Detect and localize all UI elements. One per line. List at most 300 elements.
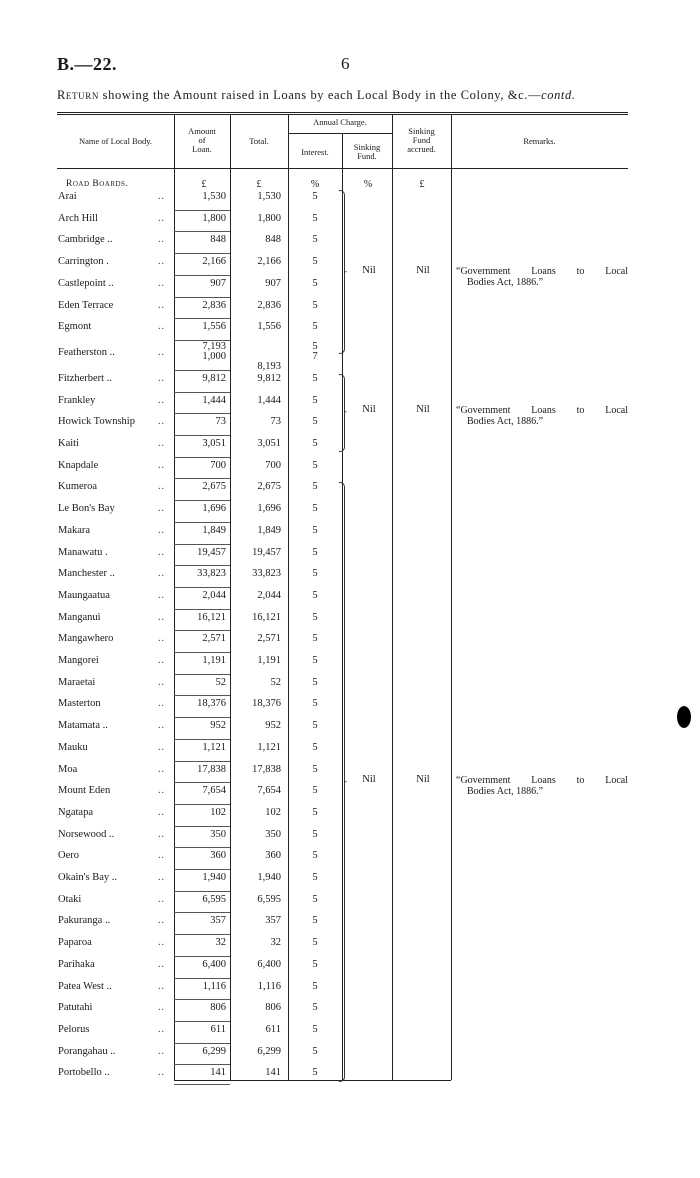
row-name: Mangawhero bbox=[58, 633, 114, 645]
unit-interest: % bbox=[310, 179, 320, 190]
row-amount: 2,675 bbox=[202, 481, 226, 493]
row-leader: .. bbox=[158, 720, 165, 732]
row-interest: 5 bbox=[312, 763, 318, 775]
row-amount: 141 bbox=[210, 1067, 226, 1079]
row-amount: 2,044 bbox=[202, 589, 226, 601]
header-name: Name of Local Body. bbox=[78, 136, 153, 146]
row-leader: .. bbox=[158, 524, 165, 536]
row-total: 1,530 bbox=[257, 191, 281, 202]
row-amount: 7,193 bbox=[202, 340, 226, 352]
row-leader: .. bbox=[158, 893, 165, 905]
row-amount-rule bbox=[174, 231, 230, 232]
row-interest: 5 bbox=[312, 212, 318, 224]
row-total: 611 bbox=[265, 1023, 281, 1035]
row-total: 17,838 bbox=[252, 763, 281, 775]
row-leader: .. bbox=[158, 1002, 165, 1014]
row-amount: 1,530 bbox=[202, 191, 226, 202]
row-amount: 1,444 bbox=[202, 394, 226, 406]
row-amount: 952 bbox=[210, 720, 226, 732]
row-leader: .. bbox=[158, 346, 165, 358]
row-leader: .. bbox=[158, 676, 165, 688]
row-amount-rule bbox=[174, 826, 230, 827]
row-leader: .. bbox=[158, 1023, 165, 1035]
row-name: Kaiti bbox=[58, 438, 79, 449]
header-total: Total. bbox=[249, 136, 269, 146]
col-rule-5 bbox=[392, 114, 393, 1080]
ink-blot bbox=[677, 706, 691, 728]
header-amount-2: of bbox=[198, 135, 206, 145]
row-name: Maraetai bbox=[58, 676, 96, 688]
row-amount-rule bbox=[174, 210, 230, 211]
row-leader: .. bbox=[158, 785, 165, 797]
row-amount-rule bbox=[174, 891, 230, 892]
row-total: 806 bbox=[265, 1002, 281, 1014]
table-top-rule-2 bbox=[57, 114, 628, 115]
row-amount: 907 bbox=[210, 277, 226, 289]
row-total: 350 bbox=[265, 828, 281, 840]
row-interest: 5 bbox=[312, 191, 318, 202]
row-name: Mangorei bbox=[58, 655, 99, 666]
row-name: Manganui bbox=[58, 611, 101, 623]
group-1-sinking: Nil bbox=[362, 265, 376, 276]
row-amount-rule bbox=[174, 999, 230, 1000]
row-interest: 5 bbox=[312, 915, 318, 927]
row-name: Mount Eden bbox=[58, 785, 111, 797]
row-interest: 5 bbox=[312, 1002, 318, 1014]
row-amount: 1,849 bbox=[202, 524, 226, 536]
row-leader: .. bbox=[158, 980, 165, 992]
row-leader: .. bbox=[158, 234, 165, 246]
row-leader: .. bbox=[158, 937, 165, 949]
row-amount-rule bbox=[174, 1064, 230, 1065]
row-name: Maungaatua bbox=[58, 589, 110, 601]
row-name: Ngatapa bbox=[58, 806, 93, 818]
row-leader: .. bbox=[158, 872, 165, 883]
header-remarks: Remarks. bbox=[523, 136, 556, 146]
row-leader: .. bbox=[158, 850, 165, 862]
row-amount: 1,191 bbox=[202, 655, 226, 666]
row-amount-2: 1,000 bbox=[202, 350, 226, 362]
row-amount-rule bbox=[174, 912, 230, 913]
row-interest: 5 bbox=[312, 394, 318, 406]
row-name: Frankley bbox=[58, 394, 96, 406]
row-amount-rule bbox=[174, 370, 230, 371]
row-name: Fitzherbert .. bbox=[58, 372, 112, 384]
row-amount: 1,116 bbox=[202, 980, 226, 992]
row-total: 141 bbox=[265, 1067, 281, 1079]
row-leader: .. bbox=[158, 394, 165, 406]
row-name: Masterton bbox=[58, 698, 101, 710]
row-name: Pakuranga .. bbox=[58, 915, 111, 927]
row-amount: 6,299 bbox=[202, 1045, 226, 1057]
row-total: 1,849 bbox=[257, 524, 281, 536]
row-leader: .. bbox=[158, 438, 165, 449]
row-amount-rule bbox=[174, 934, 230, 935]
row-interest: 5 bbox=[312, 503, 318, 515]
col-rule-2 bbox=[230, 114, 231, 1080]
row-interest: 5 bbox=[312, 568, 318, 580]
group-2-accrued: Nil bbox=[416, 404, 430, 415]
row-total: 33,823 bbox=[252, 568, 281, 580]
unit-amount: £ bbox=[201, 179, 207, 190]
header-sinking bbox=[342, 143, 392, 161]
group-3-remark-line1: “Government Loans to Local bbox=[456, 775, 628, 786]
row-total: 2,044 bbox=[257, 589, 281, 601]
row-name: Eden Terrace bbox=[58, 299, 114, 311]
row-interest: 5 bbox=[312, 234, 318, 246]
row-amount-rule bbox=[174, 804, 230, 805]
row-name: Moa bbox=[58, 763, 78, 775]
table-bottom-rule bbox=[174, 1080, 451, 1081]
row-amount-rule bbox=[174, 652, 230, 653]
row-leader: .. bbox=[158, 459, 165, 471]
row-total: 16,121 bbox=[252, 611, 281, 623]
row-amount: 7,654 bbox=[202, 785, 226, 797]
row-name: Portobello .. bbox=[58, 1067, 110, 1079]
row-interest: 5 bbox=[312, 321, 318, 333]
row-amount-rule bbox=[174, 956, 230, 957]
row-name: Manawatu . bbox=[58, 546, 108, 558]
row-amount-rule bbox=[174, 392, 230, 393]
row-amount-rule bbox=[174, 435, 230, 436]
row-interest: 5 bbox=[312, 937, 318, 949]
group-2-remark-line2: Bodies Act, 1886.” bbox=[467, 416, 544, 427]
title-contd: contd. bbox=[541, 88, 576, 102]
row-leader: .. bbox=[158, 1067, 165, 1079]
page-number: 6 bbox=[341, 54, 350, 73]
row-total: 907 bbox=[265, 277, 281, 289]
row-amount-rule bbox=[174, 318, 230, 319]
row-amount-rule bbox=[174, 609, 230, 610]
row-total: 1,121 bbox=[257, 741, 281, 753]
group-1-remark bbox=[456, 266, 628, 288]
row-name: Manchester .. bbox=[58, 568, 115, 580]
row-name: Castlepoint .. bbox=[58, 277, 114, 289]
row-name: Otaki bbox=[58, 893, 82, 905]
row-leader: .. bbox=[158, 915, 165, 927]
row-amount-rule bbox=[174, 630, 230, 631]
row-amount-rule bbox=[174, 587, 230, 588]
row-total: 952 bbox=[265, 720, 281, 732]
row-total: 6,595 bbox=[257, 893, 281, 905]
row-interest: 5 bbox=[312, 611, 318, 623]
row-leader: .. bbox=[158, 416, 165, 428]
row-interest: 5 bbox=[312, 299, 318, 311]
header-sinking-2: Fund. bbox=[357, 151, 377, 161]
row-total: 1,800 bbox=[257, 212, 281, 224]
row-amount: 1,800 bbox=[202, 212, 226, 224]
row-leader: .. bbox=[158, 372, 165, 384]
row-total: 1,116 bbox=[257, 980, 281, 992]
row-interest: 5 bbox=[312, 1045, 318, 1057]
row-amount: 611 bbox=[210, 1023, 226, 1035]
row-total: 360 bbox=[265, 850, 281, 862]
row-name: Makara bbox=[58, 524, 91, 536]
row-amount-rule bbox=[174, 1043, 230, 1044]
row-amount: 1,940 bbox=[202, 872, 226, 883]
row-amount: 6,595 bbox=[202, 893, 226, 905]
row-amount: 19,457 bbox=[197, 546, 226, 558]
row-amount: 360 bbox=[210, 850, 226, 862]
row-amount: 6,400 bbox=[202, 958, 226, 970]
row-interest: 5 bbox=[312, 958, 318, 970]
row-total: 19,457 bbox=[252, 546, 281, 558]
unit-sinking: % bbox=[363, 179, 373, 190]
row-total: 2,675 bbox=[257, 481, 281, 493]
row-leader: .. bbox=[158, 568, 165, 580]
row-amount: 2,166 bbox=[202, 256, 226, 268]
row-interest: 5 bbox=[312, 850, 318, 862]
row-leader: .. bbox=[158, 741, 165, 753]
row-leader: .. bbox=[158, 277, 165, 289]
row-total: 6,400 bbox=[257, 958, 281, 970]
row-name: Featherston .. bbox=[58, 346, 115, 358]
row-amount: 52 bbox=[215, 676, 226, 688]
header-amount-3: Loan. bbox=[192, 144, 212, 154]
row-interest: 5 bbox=[312, 438, 318, 449]
row-leader: .. bbox=[158, 828, 165, 840]
row-name: Le Bon's Bay bbox=[58, 503, 115, 515]
row-name: Norsewood .. bbox=[58, 828, 115, 840]
row-name: Patutahi bbox=[58, 1002, 93, 1014]
table-top-rule bbox=[57, 112, 628, 113]
row-interest: 5 bbox=[312, 1067, 318, 1079]
row-amount-rule bbox=[174, 674, 230, 675]
header-amount bbox=[174, 127, 230, 154]
row-leader: .. bbox=[158, 698, 165, 710]
row-interest: 5 bbox=[312, 720, 318, 732]
row-name: Okain's Bay .. bbox=[58, 872, 118, 883]
row-amount-rule bbox=[174, 695, 230, 696]
row-interest: 5 bbox=[312, 256, 318, 268]
row-interest: 5 bbox=[312, 459, 318, 471]
header-sinking-accrued bbox=[392, 127, 451, 154]
row-amount-rule bbox=[174, 978, 230, 979]
row-total: 1,556 bbox=[257, 321, 281, 333]
row-amount: 33,823 bbox=[197, 568, 226, 580]
row-amount-rule bbox=[174, 544, 230, 545]
row-leader: .. bbox=[158, 546, 165, 558]
row-name: Oero bbox=[58, 850, 79, 862]
row-amount: 700 bbox=[210, 459, 226, 471]
row-interest: 5 bbox=[312, 872, 318, 883]
row-total: 1,940 bbox=[257, 872, 281, 883]
row-interest: 5 bbox=[312, 980, 318, 992]
row-amount-rule bbox=[174, 457, 230, 458]
row-interest: 5 bbox=[312, 655, 318, 666]
row-amount: 1,556 bbox=[202, 321, 226, 333]
row-leader: .. bbox=[158, 958, 165, 970]
title-caps: Return bbox=[57, 88, 99, 102]
row-interest: 5 bbox=[312, 277, 318, 289]
row-amount-rule bbox=[174, 275, 230, 276]
row-total: 1,191 bbox=[257, 655, 281, 666]
row-amount-rule bbox=[174, 782, 230, 783]
row-total: 700 bbox=[265, 459, 281, 471]
header-sinking-1: Sinking bbox=[353, 142, 381, 152]
row-name: Porangahau .. bbox=[58, 1045, 116, 1057]
row-interest-2: 7 bbox=[312, 350, 318, 362]
row-leader: .. bbox=[158, 763, 165, 775]
brace-tip-2: - bbox=[344, 406, 347, 416]
row-interest: 5 bbox=[312, 589, 318, 601]
row-interest: 5 bbox=[312, 893, 318, 905]
row-amount: 1,121 bbox=[202, 741, 226, 753]
row-interest: 5 bbox=[312, 828, 318, 840]
row-total: 73 bbox=[270, 416, 281, 428]
row-amount-rule bbox=[174, 869, 230, 870]
row-amount: 18,376 bbox=[197, 698, 226, 710]
row-interest: 5 bbox=[312, 785, 318, 797]
row-amount-rule bbox=[174, 1021, 230, 1022]
row-amount: 350 bbox=[210, 828, 226, 840]
row-leader: .. bbox=[158, 481, 165, 493]
page-identifier: B.—22. bbox=[57, 54, 118, 74]
row-name: Knapdale bbox=[58, 459, 99, 471]
col-rule-6 bbox=[451, 114, 452, 1080]
row-leader: .. bbox=[158, 321, 165, 333]
title-text: showing the Amount raised in Loans by each Local Body in the Colony, &c.— bbox=[98, 88, 542, 102]
row-total: 9,812 bbox=[257, 372, 281, 384]
brace-tip-3: - bbox=[344, 776, 347, 786]
row-leader: .. bbox=[158, 655, 165, 666]
header-accrued-3: accrued. bbox=[407, 144, 436, 154]
row-interest: 5 bbox=[312, 806, 318, 818]
row-interest: 5 bbox=[312, 372, 318, 384]
group-3-accrued: Nil bbox=[416, 774, 430, 785]
header-amount-1: Amount bbox=[188, 126, 216, 136]
row-amount: 73 bbox=[215, 416, 226, 428]
row-leader: .. bbox=[158, 503, 165, 515]
group-1-remark-line1: “Government Loans to Local bbox=[456, 266, 628, 277]
row-amount: 16,121 bbox=[197, 611, 226, 623]
row-total: 2,166 bbox=[257, 256, 281, 268]
row-amount: 17,838 bbox=[197, 763, 226, 775]
row-amount-rule bbox=[174, 717, 230, 718]
row-total: 2,571 bbox=[257, 633, 281, 645]
row-name: Pelorus bbox=[58, 1023, 90, 1035]
unit-total: £ bbox=[256, 179, 262, 190]
row-leader: .. bbox=[158, 212, 165, 224]
row-amount: 357 bbox=[210, 915, 226, 927]
row-leader: .. bbox=[158, 299, 165, 311]
annual-charge-rule bbox=[288, 133, 392, 134]
row-interest: 5 bbox=[312, 698, 318, 710]
row-total: 2,836 bbox=[257, 299, 281, 311]
group-2-remark bbox=[456, 405, 628, 427]
row-total: 52 bbox=[270, 676, 281, 688]
row-name: Patea West .. bbox=[58, 980, 112, 992]
row-name: Arai bbox=[58, 191, 77, 202]
group-1-accrued: Nil bbox=[416, 265, 430, 276]
row-name: Parihaka bbox=[58, 958, 95, 970]
header-annual-charge: Annual Charge. bbox=[313, 117, 367, 127]
header-accrued-1: Sinking bbox=[408, 126, 435, 136]
row-amount: 32 bbox=[215, 937, 226, 949]
row-amount-rule bbox=[174, 478, 230, 479]
row-total: 3,051 bbox=[257, 438, 281, 449]
row-amount: 102 bbox=[210, 806, 226, 818]
row-name: Cambridge .. bbox=[58, 234, 113, 246]
row-amount-rule bbox=[174, 413, 230, 414]
row-amount: 1,696 bbox=[202, 503, 226, 515]
row-total: 32 bbox=[270, 937, 281, 949]
row-name: Kumeroa bbox=[58, 481, 98, 493]
row-total: 7,654 bbox=[257, 785, 281, 797]
col-rule-1 bbox=[174, 114, 175, 1080]
row-amount: 2,836 bbox=[202, 299, 226, 311]
row-name: Howick Township bbox=[58, 416, 135, 428]
brace-tip-1: - bbox=[344, 266, 347, 276]
header-accrued-2: Fund bbox=[412, 135, 431, 145]
row-amount-rule bbox=[174, 500, 230, 501]
row-leader: .. bbox=[158, 589, 165, 601]
row-total: 6,299 bbox=[257, 1045, 281, 1057]
row-total: 8,193 bbox=[257, 360, 281, 372]
row-amount: 806 bbox=[210, 1002, 226, 1014]
row-amount-rule bbox=[174, 253, 230, 254]
row-name: Arch Hill bbox=[58, 212, 98, 224]
row-total: 18,376 bbox=[252, 698, 281, 710]
row-leader: .. bbox=[158, 256, 165, 268]
row-leader: .. bbox=[158, 633, 165, 645]
row-interest: 5 bbox=[312, 1023, 318, 1035]
row-interest: 5 bbox=[312, 741, 318, 753]
unit-accrued: £ bbox=[419, 179, 425, 190]
row-amount-rule bbox=[174, 847, 230, 848]
row-interest: 5 bbox=[312, 340, 318, 352]
section-heading: Road Boards. bbox=[66, 179, 129, 189]
row-total: 102 bbox=[265, 806, 281, 818]
row-amount: 2,571 bbox=[202, 633, 226, 645]
row-interest: 5 bbox=[312, 633, 318, 645]
row-leader: .. bbox=[158, 611, 165, 623]
row-amount: 848 bbox=[210, 234, 226, 246]
row-interest: 5 bbox=[312, 416, 318, 428]
row-name: Carrington . bbox=[58, 256, 109, 268]
row-amount: 3,051 bbox=[202, 438, 226, 449]
row-name: Egmont bbox=[58, 321, 92, 333]
row-leader: .. bbox=[158, 806, 165, 818]
group-3-remark bbox=[456, 775, 628, 797]
group-2-remark-line1: “Government Loans to Local bbox=[456, 405, 628, 416]
row-amount-rule bbox=[174, 761, 230, 762]
row-name: Matamata .. bbox=[58, 720, 108, 732]
row-total: 1,696 bbox=[257, 503, 281, 515]
table-title bbox=[57, 88, 637, 103]
row-leader: .. bbox=[158, 191, 165, 202]
row-leader: .. bbox=[158, 1045, 165, 1057]
row-name: Mauku bbox=[58, 741, 88, 753]
row-amount-rule bbox=[174, 1084, 230, 1085]
row-interest: 5 bbox=[312, 676, 318, 688]
row-interest: 5 bbox=[312, 546, 318, 558]
header-interest: Interest. bbox=[301, 147, 329, 157]
row-name: Paparoa bbox=[58, 937, 92, 949]
row-total: 848 bbox=[265, 234, 281, 246]
group-3-remark-line2: Bodies Act, 1886.” bbox=[467, 786, 544, 797]
row-amount-rule bbox=[174, 522, 230, 523]
group-2-sinking: Nil bbox=[362, 404, 376, 415]
row-interest: 5 bbox=[312, 481, 318, 493]
row-amount: 9,812 bbox=[202, 372, 226, 384]
group-3-sinking: Nil bbox=[362, 774, 376, 785]
row-amount-rule bbox=[174, 739, 230, 740]
row-amount-rule bbox=[174, 297, 230, 298]
row-total: 1,444 bbox=[257, 394, 281, 406]
row-interest: 5 bbox=[312, 524, 318, 536]
group-1-remark-line2: Bodies Act, 1886.” bbox=[467, 277, 544, 288]
